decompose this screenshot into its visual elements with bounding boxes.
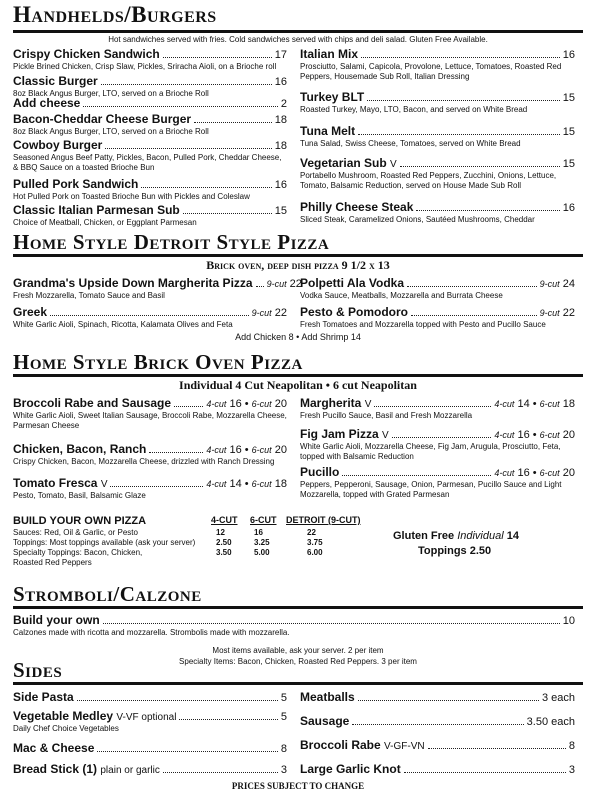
section-title-sides: Sides	[13, 658, 63, 682]
menu-item-add-cheese: Add cheese 2	[13, 96, 287, 110]
byo-header-detroit: DETROIT (9-CUT)	[286, 515, 361, 525]
detroit-subtitle: Brick oven, deep dish pizza 9 1/2 x 13	[206, 258, 390, 272]
section-title-handhelds: Handhelds/Burgers	[13, 2, 217, 27]
gluten-free-line: Gluten Free Individual 14	[393, 530, 519, 542]
handhelds-note: Hot sandwiches served with fries. Cold sandwiches served with chips and deli salad. Gluten Free Available.	[108, 35, 488, 44]
gluten-free-toppings: Toppings 2.50	[418, 545, 492, 557]
menu-item-chicken-bacon-ranch: Chicken, Bacon, Ranch 4-cut 16 • 6-cut 20 Crispy Chicken, Bacon, Mozzarella Cheese, drizzled with Ranch Dressing	[13, 442, 287, 466]
menu-item-broccoli-rabe-and-sausage: Broccoli Rabe and Sausage 4-cut 16 • 6-cut 20 White Garlic Aioli, Sweet Italian Sausage, Broccoli Rabe, Mozzarella Cheese, Parmesan Cheese	[13, 396, 287, 430]
menu-item-bacon-cheddar-cheese-burger: Bacon-Cheddar Cheese Burger 18 8oz Black Angus Burger, LTO, served on a Brioche Roll	[13, 112, 287, 136]
menu-item-classic-burger: Classic Burger 16 8oz Black Angus Burger, LTO, served on a Brioche Roll	[13, 74, 287, 98]
menu-item-sausage: Sausage 3.50 each	[300, 714, 575, 728]
stromboli-note-2: Specialty Items: Bacon, Chicken, Roasted Red Peppers. 3 per item	[179, 657, 417, 666]
byo-header-4cut: 4-CUT	[211, 515, 238, 525]
section-rule	[13, 606, 583, 609]
menu-item-build-your-own: Build your own 10 Calzones made with ricotta and mozzarella. Strombolis made with mozzarella.	[13, 613, 575, 637]
menu-item-pesto-pomodoro: Pesto & Pomodoro 9-cut 22 Fresh Tomatoes and Mozzarella topped with Pesto and Pucillo Sauce	[300, 305, 575, 329]
footer-note: PRICES SUBJECT TO CHANGE	[231, 781, 365, 791]
menu-item-mac-cheese: Mac & Cheese 8	[13, 741, 287, 755]
menu-item-pucillo: Pucillo 4-cut 16 • 6-cut 20 Peppers, Pepperoni, Sausage, Onion, Parmesan, Pucillo Sauce and Light Mozzarella, topped with Grated Parmesan	[300, 465, 575, 499]
stromboli-note-1: Most items available, ask your server. 2 per item	[212, 646, 384, 655]
byo-header-6cut: 6-CUT	[250, 515, 277, 525]
detroit-addons: Add Chicken 8 • Add Shrimp 14	[235, 332, 361, 342]
menu-item-greek: Greek 9-cut 22 White Garlic Aioli, Spinach, Ricotta, Kalamata Olives and Feta	[13, 305, 287, 329]
menu-item-philly-cheese-steak: Philly Cheese Steak 16 Sliced Steak, Caramelized Onions, Sautéed Mushrooms, Cheddar	[300, 200, 575, 224]
menu-item-tuna-melt: Tuna Melt 15 Tuna Salad, Swiss Cheese, Tomatoes, served on White Bread	[300, 124, 575, 148]
menu-item-meatballs: Meatballs 3 each	[300, 690, 575, 704]
section-rule	[13, 254, 583, 257]
section-title-stromboli: Stromboli/Calzone	[13, 582, 202, 606]
menu-item-italian-mix: Italian Mix 16 Prosciutto, Salami, Capicola, Provolone, Lettuce, Tomatoes, Roasted Red Peppers, Housemade Sub Roll, Italian Dressing	[300, 47, 575, 81]
menu-item-crispy-chicken-sandwich: Crispy Chicken Sandwich 17 Pickle Brined Chicken, Crisp Slaw, Pickles, Sriracha Aioli, on a Brioche roll	[13, 47, 287, 71]
brick-subtitle: Individual 4 Cut Neapolitan • 6 cut Neapolitan	[179, 378, 417, 392]
menu-item-turkey-blt: Turkey BLT 15 Roasted Turkey, Mayo, LTO, Bacon, and served on White Bread	[300, 90, 575, 114]
section-rule	[13, 374, 583, 377]
section-rule	[13, 30, 583, 33]
section-title-brick-oven: Home Style Brick Oven Pizza	[13, 350, 303, 374]
menu-item-large-garlic-knot: Large Garlic Knot 3	[300, 762, 575, 776]
menu-item-broccoli-rabe: Broccoli Rabe V-GF-VN 8	[300, 738, 575, 752]
section-title-detroit: Home Style Detroit Style Pizza	[13, 230, 330, 254]
menu-item-pulled-pork-sandwich: Pulled Pork Sandwich 16 Hot Pulled Pork on Toasted Brioche Bun with Pickles and Coleslaw	[13, 177, 287, 201]
menu-item-polpetti-ala-vodka: Polpetti Ala Vodka 9-cut 24 Vodka Sauce, Meatballs, Mozzarella and Burrata Cheese	[300, 276, 575, 300]
menu-item-fig-jam-pizza: Fig Jam Pizza V 4-cut 16 • 6-cut 20 White Garlic Aioli, Mozzarella Cheese, Fig Jam, Arugula, Prosciutto, Feta, topped with Balsamic Reduction	[300, 427, 575, 461]
byo-title: BUILD YOUR OWN PIZZA	[13, 515, 147, 527]
menu-item-vegetarian-sub: Vegetarian Sub V 15 Portabello Mushroom, Roasted Red Peppers, Zucchini, Onions, Lettuce, Tomato, Balsamic Reduction, served on House Made Sub Roll	[300, 156, 575, 190]
menu-item-bread-stick-1: Bread Stick (1) plain or garlic 3	[13, 762, 287, 776]
menu-item-tomato-fresca: Tomato Fresca V 4-cut 14 • 6-cut 18 Pesto, Tomato, Basil, Balsamic Glaze	[13, 476, 287, 500]
menu-item-grandma-s-upside-down-margherita-pizza: Grandma's Upside Down Margherita Pizza 9-cut 22 Fresh Mozzarella, Tomato Sauce and Basil	[13, 276, 302, 300]
menu-item-cowboy-burger: Cowboy Burger 18 Seasoned Angus Beef Patty, Pickles, Bacon, Pulled Pork, Cheddar Cheese, & BBQ Sauce on a toasted Brioche Bun	[13, 138, 287, 172]
section-rule	[13, 682, 583, 685]
menu-item-margherita: Margherita V 4-cut 14 • 6-cut 18 Fresh Pucillo Sauce, Basil and Fresh Mozzarella	[300, 396, 575, 420]
menu-item-vegetable-medley: Vegetable Medley V-VF optional 5 Daily Chef Choice Vegetables	[13, 709, 287, 733]
menu-item-classic-italian-parmesan-sub: Classic Italian Parmesan Sub 15 Choice of Meatball, Chicken, or Eggplant Parmesan	[13, 203, 287, 227]
menu-item-side-pasta: Side Pasta 5	[13, 690, 287, 704]
